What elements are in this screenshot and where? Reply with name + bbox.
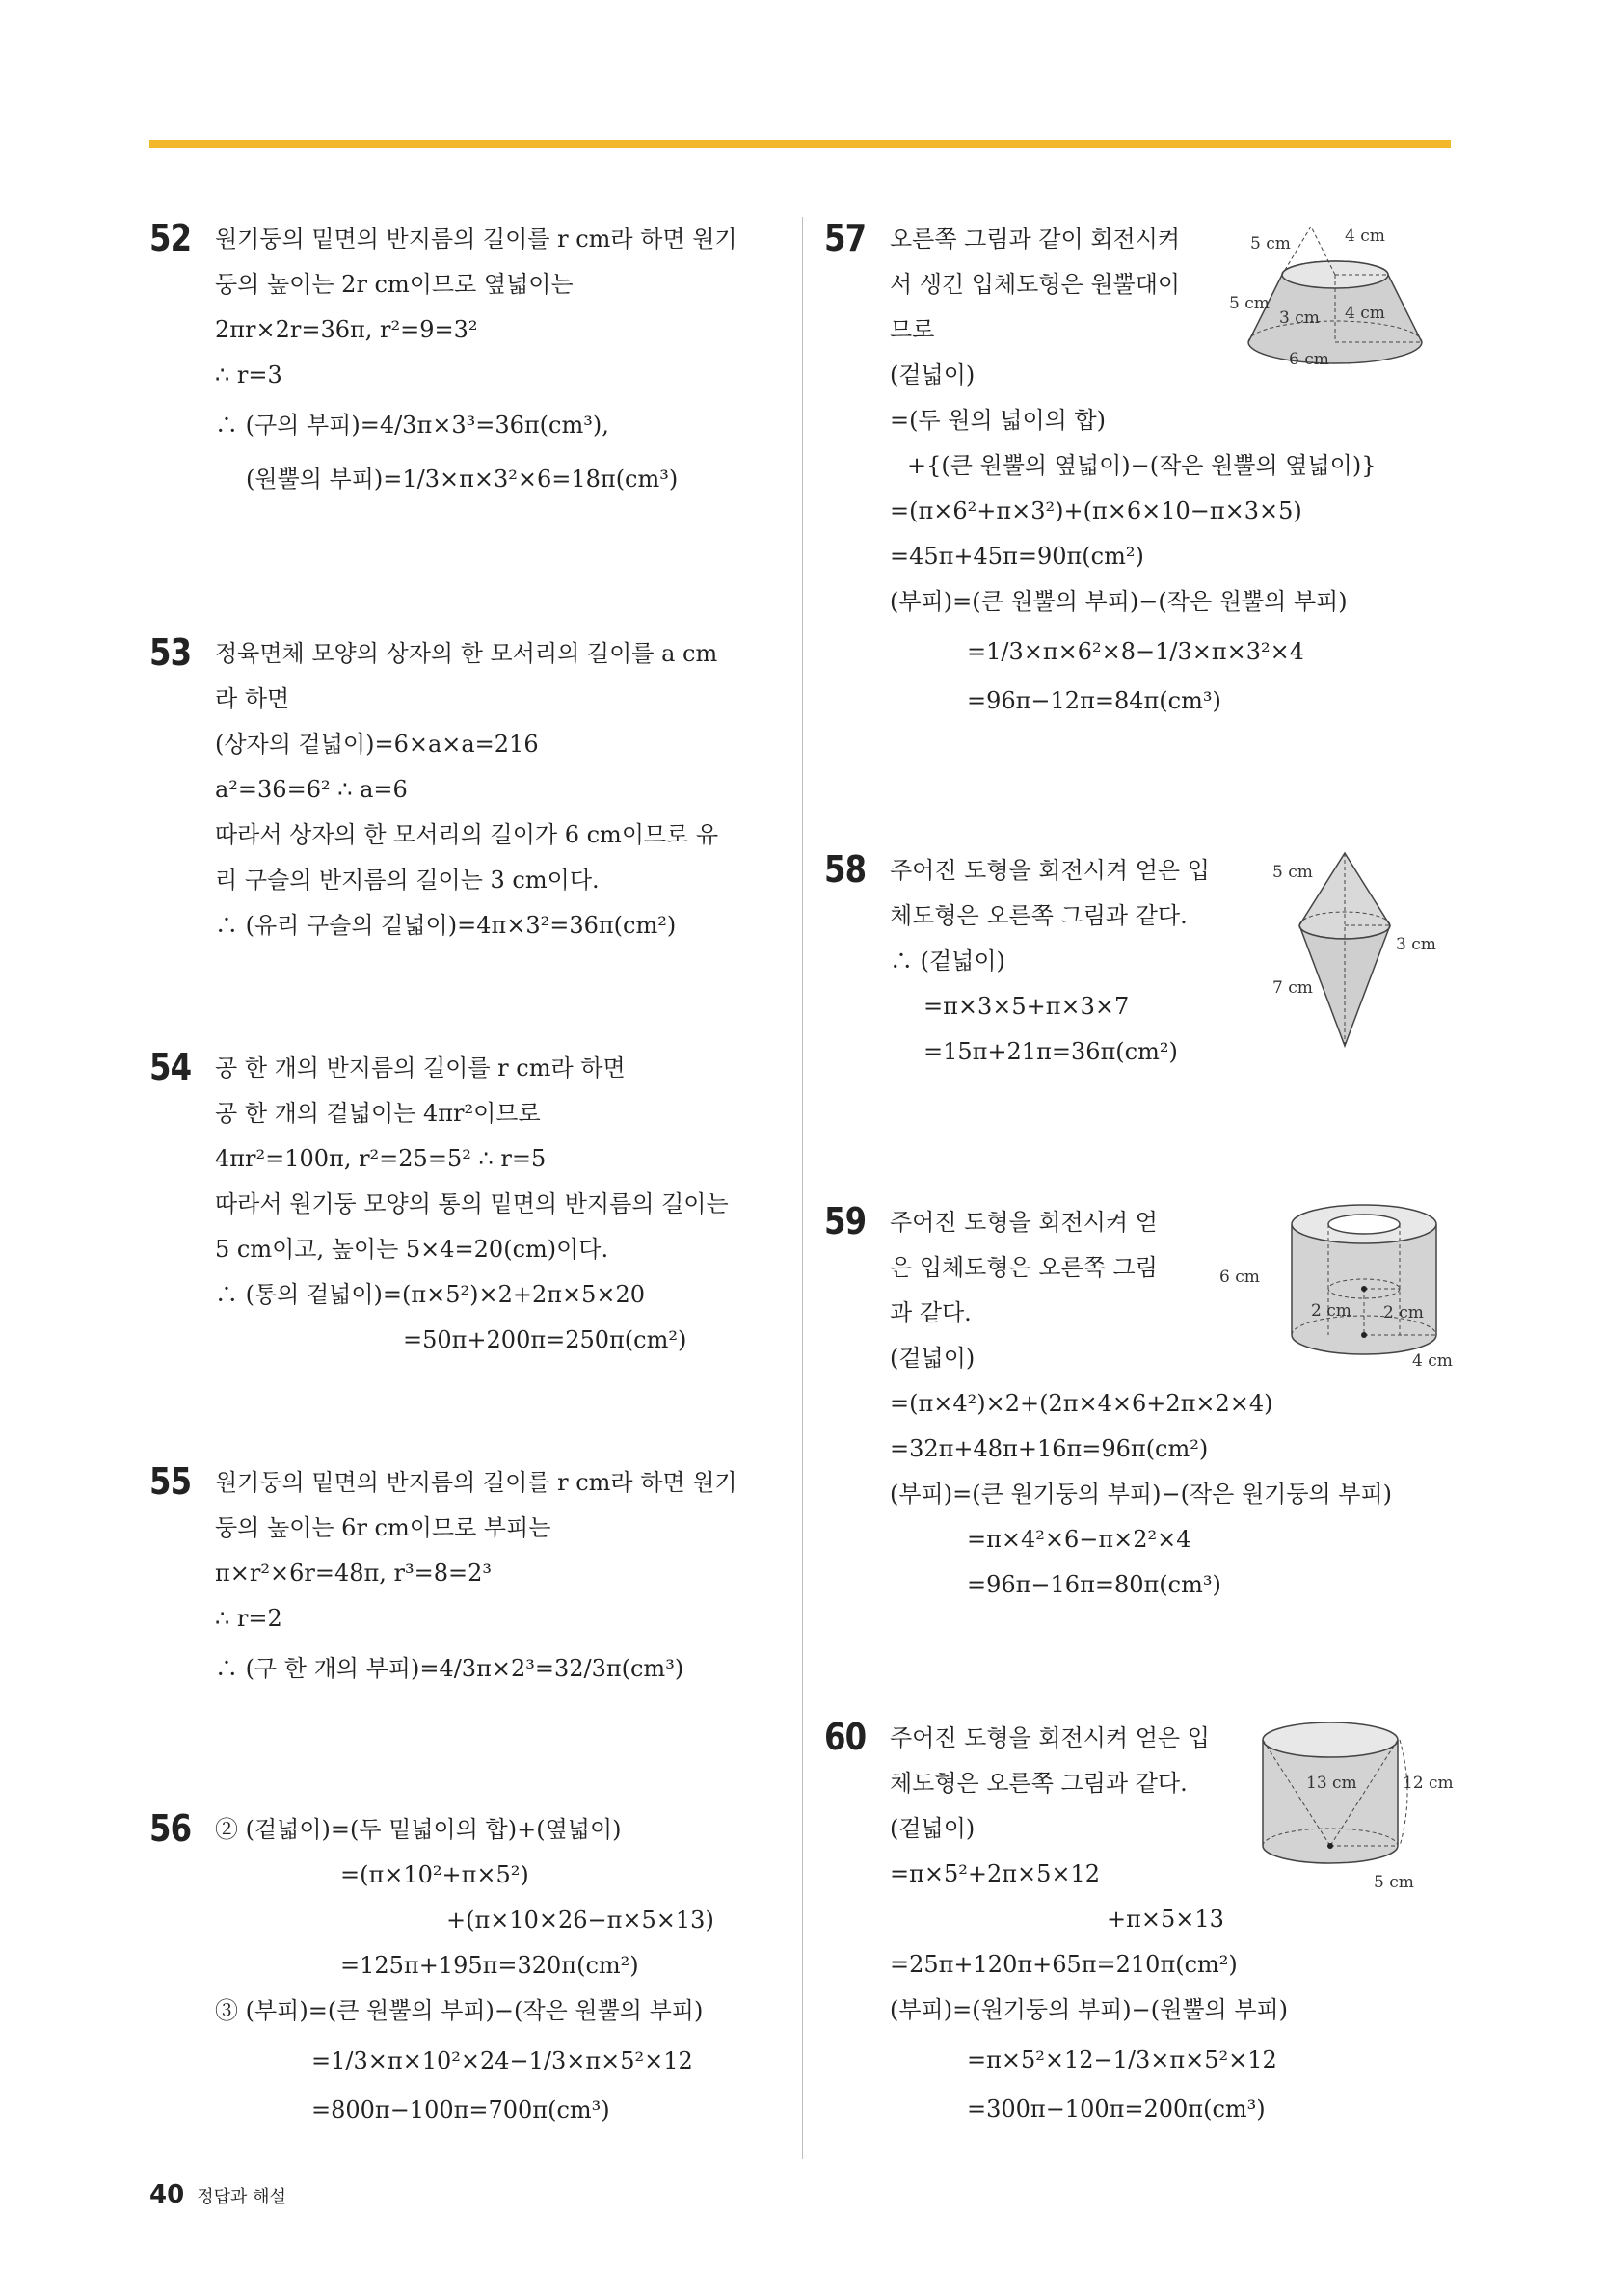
text-line: 체도형은 오른쪽 그림과 같다. [890, 902, 1188, 929]
text-line: 둥의 높이는 6r cm이므로 부피는 [215, 1514, 551, 1541]
text-line: =(π×4²)×2+(2π×4×6+2π×2×4) [890, 1390, 1273, 1417]
problem-body [215, 631, 718, 948]
column-divider [802, 217, 803, 2159]
text-line: ∴ (통의 겉넓이)=(π×5²)×2+2π×5×20 [215, 1281, 646, 1308]
problem-body [215, 1460, 737, 1695]
figure-label: 12 cm [1403, 1774, 1454, 1793]
figure-label: 5 cm [1250, 234, 1291, 254]
text-line: 라 하면 [215, 685, 290, 712]
problem-number: 54 [149, 1046, 192, 1088]
text-line: =32π+48π+16π=96π(cm²) [890, 1435, 1209, 1462]
problem-number: 58 [824, 848, 867, 891]
figure-label: 3 cm [1279, 308, 1320, 328]
text-line: ∴ r=2 [215, 1605, 282, 1632]
text-line: 따라서 상자의 한 모서리의 길이가 6 cm이므로 유 [215, 821, 719, 848]
figure-label: 5 cm [1272, 863, 1313, 882]
text-line: +(π×10×26−π×5×13) [446, 1907, 714, 1934]
problem-number: 56 [149, 1807, 192, 1850]
text-line: 과 같다. [890, 1299, 972, 1326]
problem-number: 52 [149, 217, 192, 259]
text-line: =50π+200π=250π(cm²) [403, 1326, 687, 1353]
text-line: 주어진 도형을 회전시켜 얻은 입 [890, 1724, 1210, 1751]
hollow-cylinder-figure [1219, 1200, 1460, 1377]
text-line: 2πr×2r=36π, r²=9=3² [215, 316, 478, 343]
text-line: 4πr²=100π, r²=25=5² ∴ r=5 [215, 1145, 547, 1172]
figure-label: 4 cm [1345, 304, 1385, 323]
text-line: =300π−100π=200π(cm³) [967, 2096, 1266, 2122]
text-line: 체도형은 오른쪽 그림과 같다. [890, 1770, 1188, 1797]
figure-label: 5 cm [1229, 294, 1270, 313]
text-line: π×r²×6r=48π, r³=8=2³ [215, 1560, 492, 1587]
problem-number: 53 [149, 631, 192, 674]
text-line: =π×3×5+π×3×7 [923, 993, 1130, 1020]
text-line: =800π−100π=700π(cm³) [311, 2096, 610, 2123]
text-line: =(π×6²+π×3²)+(π×6×10−π×3×5) [890, 497, 1302, 524]
text-line: ③ (부피)=(큰 원뿔의 부피)−(작은 원뿔의 부피) [215, 1997, 704, 2024]
text-line: +π×5×13 [1107, 1906, 1224, 1933]
text-line: (원뿔의 부피)=1/3×π×3²×6=18π(cm³) [246, 466, 679, 493]
text-line: (겉넓이) [890, 1815, 976, 1842]
text-line: =π×5²+2π×5×12 [890, 1860, 1101, 1887]
problem-body [890, 848, 1210, 1075]
text-line: (겉넓이) [890, 1345, 976, 1372]
figure-label: 3 cm [1396, 935, 1436, 954]
text-line: 공 한 개의 겉넓이는 4πr²이므로 [215, 1100, 541, 1127]
problem-body [215, 217, 737, 506]
problem-body [215, 1046, 729, 1363]
text-line: (부피)=(원기둥의 부피)−(원뿔의 부피) [890, 1996, 1289, 2023]
text-line: =π×4²×6−π×2²×4 [967, 1526, 1191, 1553]
text-line: =(π×10²+π×5²) [340, 1861, 529, 1888]
text-line: =(두 원의 넓이의 합) [890, 407, 1107, 434]
figure-label: 4 cm [1345, 227, 1385, 246]
problem-number: 60 [824, 1716, 867, 1758]
text-line: =45π+45π=90π(cm²) [890, 543, 1144, 570]
problem-number: 57 [824, 217, 867, 259]
text-line: 주어진 도형을 회전시켜 얻 [890, 1209, 1158, 1236]
text-line: (겉넓이) [890, 361, 976, 388]
text-line: ∴ (구의 부피)=4/3π×3³=36π(cm³), [215, 412, 609, 439]
text-line: =1/3×π×6²×8−1/3×π×3²×4 [967, 638, 1304, 665]
page-footer [149, 2180, 286, 2209]
text-line: 원기둥의 밑면의 반지름의 길이를 r cm라 하면 원기 [215, 226, 737, 253]
page-number: 40 [149, 2180, 185, 2209]
text-line: 서 생긴 입체도형은 원뿔대이 [890, 271, 1181, 298]
figure-label: 6 cm [1219, 1268, 1260, 1287]
problem-number: 55 [149, 1460, 192, 1503]
double-cone-figure [1272, 848, 1465, 1064]
figure-label: 7 cm [1272, 978, 1313, 998]
text-line: =15π+21π=36π(cm²) [923, 1038, 1178, 1065]
figure-label: 6 cm [1289, 350, 1329, 369]
text-line: =1/3×π×10²×24−1/3×π×5²×12 [311, 2047, 693, 2074]
text-line: =125π+195π=320π(cm²) [340, 1952, 639, 1979]
problem-number: 59 [824, 1200, 867, 1242]
text-line: 주어진 도형을 회전시켜 얻은 입 [890, 857, 1210, 884]
footer-title: 정답과 해설 [197, 2187, 286, 2207]
figure-label: 2 cm [1311, 1301, 1351, 1321]
text-line: a²=36=6² ∴ a=6 [215, 776, 408, 803]
text-line: =25π+120π+65π=210π(cm²) [890, 1951, 1238, 1978]
text-line: =π×5²×12−1/3×π×5²×12 [967, 2046, 1277, 2073]
text-line: ∴ (유리 구슬의 겉넓이)=4π×3²=36π(cm²) [215, 912, 677, 939]
text-line: 둥의 높이는 2r cm이므로 옆넓이는 [215, 271, 574, 298]
text-line: ∴ r=3 [215, 361, 282, 388]
text-line: =96π−16π=80π(cm³) [967, 1571, 1221, 1598]
text-line: (부피)=(큰 원뿔의 부피)−(작은 원뿔의 부피) [890, 588, 1348, 615]
text-line: 리 구슬의 반지름의 길이는 3 cm이다. [215, 867, 600, 894]
text-line: (부피)=(큰 원기둥의 부피)−(작은 원기둥의 부피) [890, 1481, 1393, 1508]
text-line: 오른쪽 그림과 같이 회전시켜 [890, 226, 1181, 253]
text-line: ∴ (구 한 개의 부피)=4/3π×2³=32/3π(cm³) [215, 1655, 684, 1682]
text-line: 므로 [890, 316, 935, 343]
top-accent-bar [149, 140, 1451, 148]
problem-body [215, 1807, 714, 2133]
text-line: +{(큰 원뿔의 옆넓이)−(작은 원뿔의 옆넓이)} [907, 452, 1377, 479]
text-line: 정육면체 모양의 상자의 한 모서리의 길이를 a cm [215, 640, 718, 667]
text-line: (상자의 겉넓이)=6×a×a=216 [215, 731, 539, 758]
text-line: ∴ (겉넓이) [890, 948, 1005, 974]
text-line: 5 cm이고, 높이는 5×4=20(cm)이다. [215, 1236, 609, 1263]
text-line: ② (겉넓이)=(두 밑넓이의 합)+(옆넓이) [215, 1816, 622, 1843]
figure-label: 5 cm [1374, 1873, 1414, 1892]
text-line: 따라서 원기둥 모양의 통의 밑면의 반지름의 길이는 [215, 1190, 729, 1217]
text-line: 은 입체도형은 오른쪽 그림 [890, 1254, 1158, 1281]
text-line: 공 한 개의 반지름의 길이를 r cm라 하면 [215, 1055, 626, 1081]
frustum-figure [1229, 222, 1460, 399]
text-line: 원기둥의 밑면의 반지름의 길이를 r cm라 하면 원기 [215, 1469, 737, 1496]
problem-body [890, 1716, 1288, 2132]
cylinder-cone-figure [1253, 1716, 1494, 1903]
figure-label: 4 cm [1412, 1351, 1453, 1371]
figure-label: 2 cm [1383, 1303, 1424, 1322]
figure-label: 13 cm [1306, 1774, 1357, 1793]
text-line: =96π−12π=84π(cm³) [967, 687, 1221, 714]
